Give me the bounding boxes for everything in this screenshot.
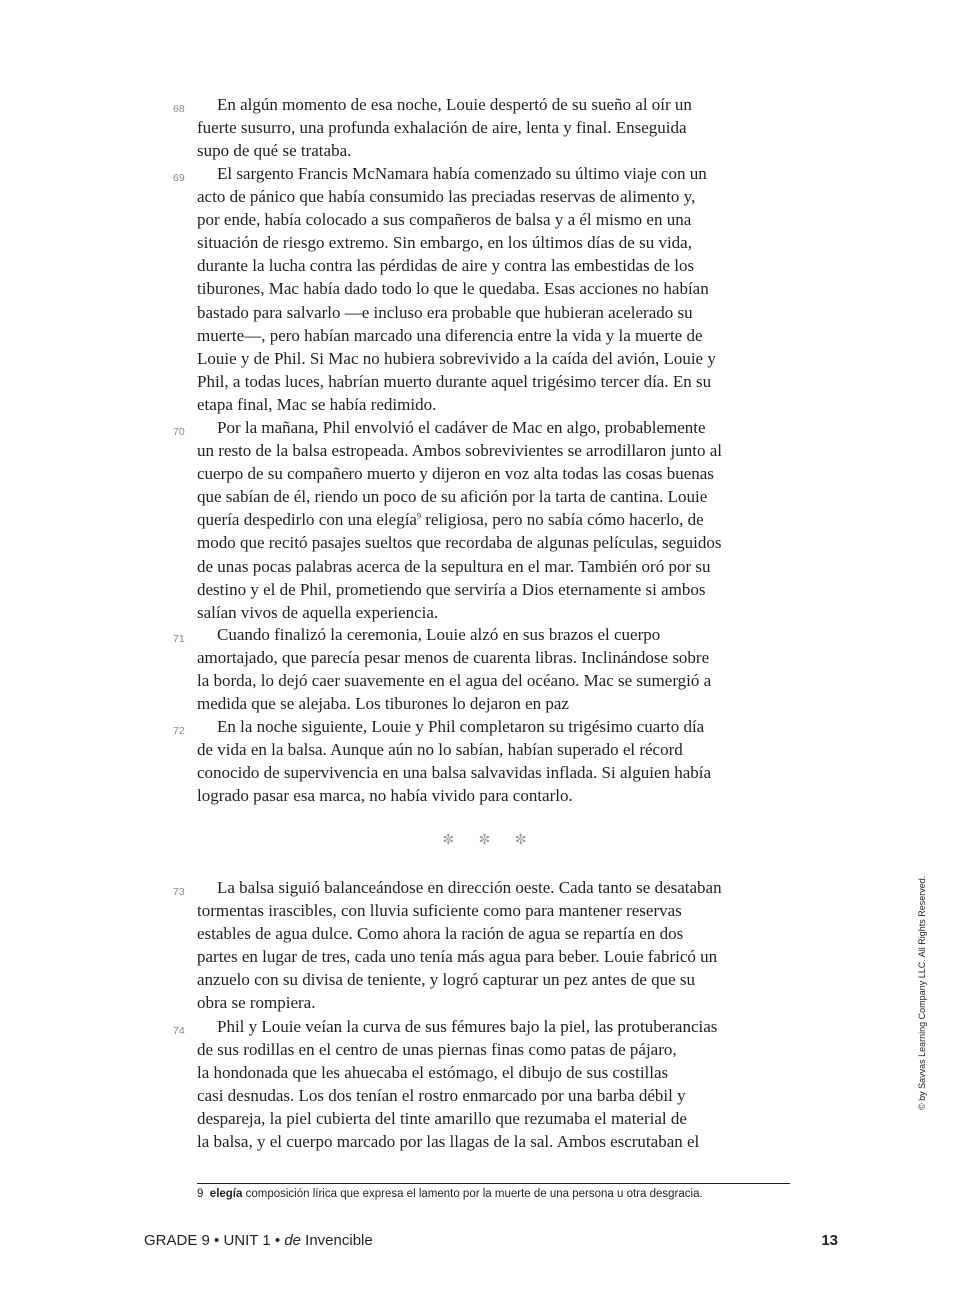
text-line: salían vivos de aquella experiencia. [197,602,439,622]
footer-unit: UNIT 1 [223,1232,271,1249]
text-line: situación de riesgo extremo. Sin embargo, en los últimos días de su vida, [197,233,692,253]
text-line: Por la mañana, Phil envolvió el cadáver de Mac en algo, probablemente [217,418,706,437]
text-line: un resto de la balsa estropeada. Ambos sobrevivientes se arrodillaron junto al [197,441,722,461]
text-line: Louie y de Phil. Si Mac no hubiera sobrevivido a la caída del avión, Louie y [197,348,716,368]
text-line: La balsa siguió balanceándose en dirección oeste. Cada tanto se desataban [217,878,722,897]
text-line: etapa final, Mac se había redimido. [197,394,437,414]
text-line: tormentas irascibles, con lluvia suficiente como para mantener reservas [197,901,682,921]
footer-bullet: • [214,1232,220,1249]
text-line-with-footnote [197,508,797,531]
paragraph-71 [173,623,797,715]
paragraph-69 [173,162,797,416]
text-line: de sus rodillas en el centro de unas piernas finas como patas de pájaro, [197,1040,677,1060]
text-line: fuerte susurro, una profunda exhalación de aire, lenta y final. Enseguida [197,118,687,138]
text-segment: quería despedirlo con una elegía [197,510,417,530]
paragraph-74 [173,1015,797,1154]
text-line: El sargento Francis McNamara había comenzado su último viaje con un [217,164,707,183]
text-line: bastado para salvarlo —e incluso era probable que hubieran acelerado su [197,302,693,322]
page-footer [144,1232,373,1249]
paragraph-number: 71 [173,633,185,645]
text-line: por ende, había colocado a sus compañeros de balsa y a él mismo en una [197,210,692,230]
text-line: anzuelo con su divisa de teniente, y logró capturar un pez antes de que su [197,970,696,990]
paragraph-number: 74 [173,1025,185,1037]
paragraph-number: 72 [173,725,185,737]
footnote-number: 9 [197,1188,204,1200]
text-line: En la noche siguiente, Louie y Phil completaron su trigésimo cuarto día [217,717,705,736]
text-line: estables de agua dulce. Como ahora la ración de agua se repartía en dos [197,924,684,944]
text-line: Phil, a todas luces, habrían muerto durante aquel trigésimo tercer día. En su [197,371,712,391]
text-line: la hondonada que les ahuecaba el estómago, el dibujo de sus costillas [197,1063,669,1083]
text-line: obra se rompiera. [197,993,316,1013]
text-segment: religiosa, pero no sabía cómo hacerlo, de [420,510,704,530]
text-line: acto de pánico que había consumido las preciadas reservas de alimento y, [197,187,696,207]
footer-bullet: • [274,1232,281,1249]
text-line: despareja, la piel cubierta del tinte amarillo que rezumaba el material de [197,1109,687,1129]
paragraph-70 [173,416,797,624]
text-line: cuerpo de su compañero muerto y dijeron en voz alta todas las cosas buenas [197,464,714,484]
footer-title: Invencible [301,1232,373,1249]
text-line: medida que se alejaba. Los tiburones lo dejaron en paz [197,694,569,714]
text-line: destino y el de Phil, prometiendo que serviría a Dios eternamente si ambos [197,579,706,599]
text-line: de unas pocas palabras acerca de la sepultura en el mar. También oró por su [197,556,711,576]
footnote-definition: composición lírica que expresa el lamento por la muerte de una persona u otra desgracia. [242,1188,703,1200]
text-line: casi desnudas. Los dos tenían el rostro enmarcado por una barba débil y [197,1086,686,1106]
text-line: la borda, lo dejó caer suavemente en el agua del océano. Mac se sumergió a [197,671,712,691]
text-line: supo de qué se trataba. [197,141,352,161]
paragraph-68 [173,93,797,162]
text-line: partes en lugar de tres, cada uno tenía más agua para beber. Louie fabricó un [197,947,718,967]
text-line: modo que recitó pasajes sueltos que recordaba de algunas películas, seguidos [197,533,722,553]
section-break: ✼ ✼ ✼ [442,832,537,848]
paragraph-number: 68 [173,103,185,115]
text-line: que sabían de él, riendo un poco de su afición por la tarta de cantina. Louie [197,487,708,507]
paragraph-73 [173,876,797,1015]
text-line: Phil y Louie veían la curva de sus fémures bajo la piel, las protuberancias [217,1017,718,1036]
footnote-reference: 9 [416,511,421,521]
footer-grade: GRADE 9 [144,1232,210,1249]
text-line: Cuando finalizó la ceremonia, Louie alzó en sus brazos el cuerpo [217,625,661,644]
text-line: logrado pasar esa marca, no había vivido para contarlo. [197,786,573,806]
text-line: muerte—, pero habían marcado una diferencia entre la vida y la muerte de [197,325,703,345]
paragraph-number: 69 [173,172,185,184]
footnote [197,1188,703,1200]
page-number: 13 [821,1232,838,1249]
text-line: amortajado, que parecía pesar menos de cuarenta libras. Inclinándose sobre [197,648,710,668]
text-line: tiburones, Mac había dado todo lo que le quedaba. Esas acciones no habían [197,279,709,299]
text-line: durante la lucha contra las pérdidas de aire y contra las embestidas de los [197,256,695,276]
text-line: En algún momento de esa noche, Louie despertó de su sueño al oír un [217,95,692,114]
footnote-divider [197,1183,790,1184]
text-line: de vida en la balsa. Aunque aún no lo sabían, habían superado el récord [197,740,683,760]
footnote-term: elegía [209,1188,243,1200]
text-line: conocido de supervivencia en una balsa salvavidas inflada. Si alguien había [197,763,712,783]
footer-de: de [284,1232,301,1249]
paragraph-number: 73 [173,886,185,898]
text-line: la balsa, y el cuerpo marcado por las llagas de la sal. Ambos escrutaban el [197,1132,700,1152]
paragraph-number: 70 [173,426,185,438]
copyright-notice: © by Savvas Learning Company LLC. All Rights Reserved. [917,875,927,1110]
paragraph-72 [173,715,797,807]
